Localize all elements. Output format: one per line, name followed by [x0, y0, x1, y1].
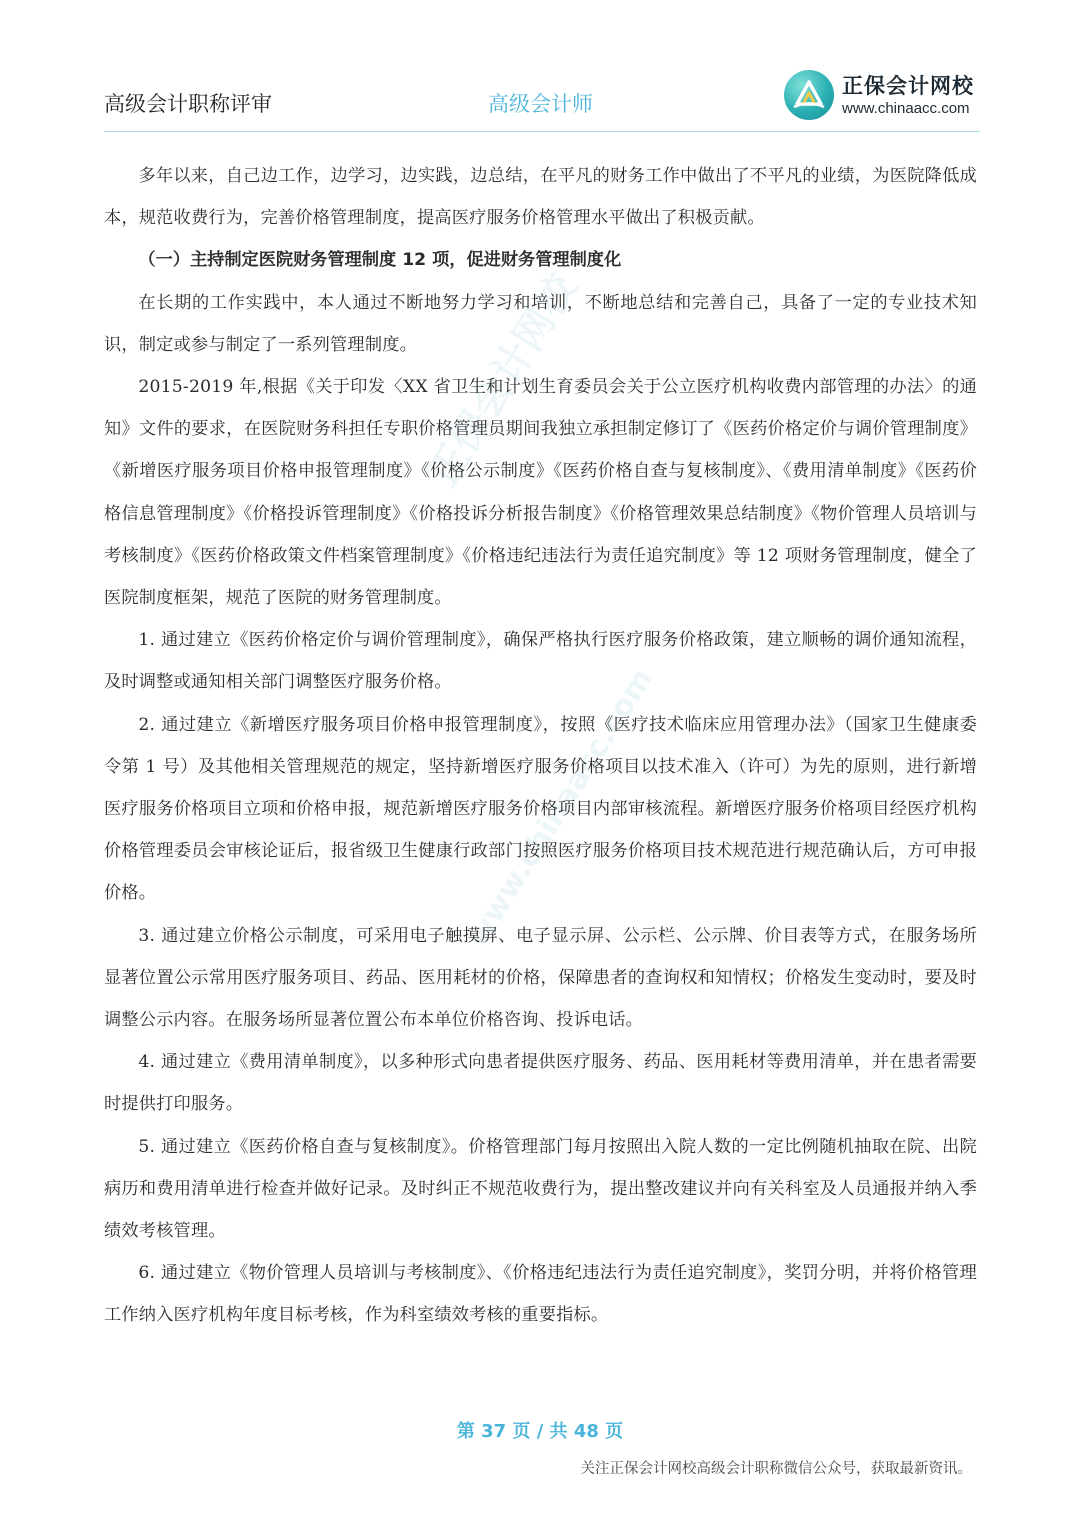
page-header	[104, 60, 980, 132]
watermark-text: 正保会计网校	[419, 266, 587, 495]
paragraph-2: 2015-2019 年,根据《关于印发〈XX 省卫生和计划生育委员会关于公立医疗机构收费内部管理的办法〉的通知》文件的要求，在医院财务科担任专职价格管理员期间我独立承担制定修订了《医药价格定价与调价管理制度》《新增医疗服务项目价格申报管理制度》《价格公示制度》《医药价格自查与复核制度》、《费用清单制度》《医药价格信息管理制度》《价格投诉管理制度》《价格投诉分析报告制度》《价格管理效果总结制度》《物价管理人员培训与考核制度》《医药价格政策文件档案管理制度》《价格违纪违法行为责任追究制度》等 12 项财务管理制度，健全了医院制度框架，规范了医院的财务管理制度。	[104, 377, 977, 609]
paragraph-1: 在长期的工作实践中，本人通过不断地努力学习和培训，不断地总结和完善自己，具备了一定的专业技术知识，制定或参与制定了一系列管理制度。	[104, 292, 977, 355]
list-item-4: 4. 通过建立《费用清单制度》，以多种形式向患者提供医疗服务、药品、医用耗材等费用清单，并在患者需要时提供打印服务。	[104, 1052, 977, 1115]
list-item-5: 5. 通过建立《医药价格自查与复核制度》。价格管理部门每月按照出入院人数的一定比例随机抽取在院、出院病历和费用清单进行检查并做好记录。及时纠正不规范收费行为，提出整改建议并向有关科室及人员通报并纳入季绩效考核管理。	[104, 1136, 977, 1242]
header-center-title: 高级会计师	[488, 92, 593, 116]
brand-logo	[784, 66, 980, 124]
header-divider	[104, 131, 980, 132]
document-body	[104, 155, 977, 1337]
paragraph-intro: 多年以来，自己边工作，边学习，边实践，边总结，在平凡的财务工作中做出了不平凡的业绩，为医院降低成本，规范收费行为，完善价格管理制度，提高医疗服务价格管理水平做出了积极贡献。	[104, 166, 977, 229]
watermark-url: www.chinaacc.com	[460, 662, 661, 953]
header-left-title: 高级会计职称评审	[104, 92, 272, 116]
brand-logo-icon	[784, 70, 834, 120]
page-indicator: 第 37 页 / 共 48 页	[456, 1421, 624, 1442]
list-item-1: 1. 通过建立《医药价格定价与调价管理制度》，确保严格执行医疗服务价格政策，建立顺畅的调价通知流程，及时调整或通知相关部门调整医疗服务价格。	[104, 630, 977, 693]
section-subheading: （一）主持制定医院财务管理制度 12 项，促进财务管理制度化	[138, 250, 622, 271]
brand-name: 正保会计网校	[842, 74, 974, 98]
list-item-2: 2. 通过建立《新增医疗服务项目价格申报管理制度》，按照《医疗技术临床应用管理办法》（国家卫生健康委令第 1 号）及其他相关管理规范的规定，坚持新增医疗服务价格项目以技术准入（许可）为先的原则，进行新增医疗服务价格项目立项和价格申报，规范新增医疗服务价格项目内部审核流程。新增医疗服务价格项目经医疗机构价格管理委员会审核论证后，报省级卫生健康行政部门按照医疗服务价格项目技术规范进行规范确认后，方可申报价格。	[104, 714, 977, 904]
list-item-3: 3. 通过建立价格公示制度，可采用电子触摸屏、电子显示屏、公示栏、公示牌、价目表等方式，在服务场所显著位置公示常用医疗服务项目、药品、医用耗材的价格，保障患者的查询权和知情权；价格发生变动时，要及时调整公示内容。在服务场所显著位置公布本单位价格咨询、投诉电话。	[104, 925, 977, 1031]
footer-note: 关注正保会计网校高级会计职称微信公众号，获取最新资讯。	[580, 1461, 972, 1477]
list-item-6: 6. 通过建立《物价管理人员培训与考核制度》、《价格违纪违法行为责任追究制度》，奖罚分明，并将价格管理工作纳入医疗机构年度目标考核，作为科室绩效考核的重要指标。	[104, 1263, 977, 1326]
brand-url: www.chinaacc.com	[842, 100, 970, 117]
